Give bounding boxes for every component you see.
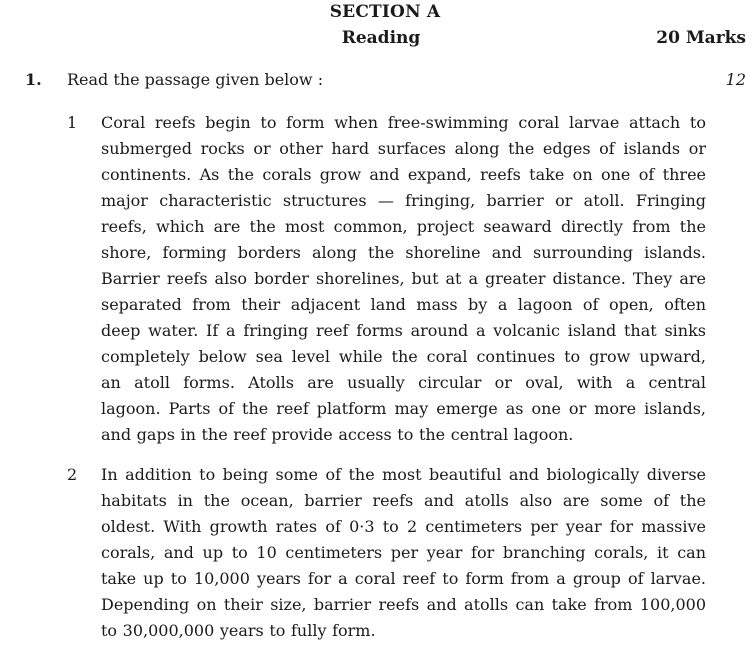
question-instruction: Read the passage given below : [67, 70, 324, 89]
paragraph-line: major characteristic structures — fringing, barrier or atoll. Fringing [101, 191, 706, 210]
paragraph-line: and gaps in the reef provide access to the central lagoon. [101, 425, 574, 444]
paragraph-line: lagoon. Parts of the reef platform may emerge as one or more islands, [101, 399, 706, 418]
paragraph-line: deep water. If a fringing reef forms around a volcanic island that sinks [101, 321, 706, 340]
paragraph-line: to 30,000,000 years to fully form. [101, 621, 376, 640]
paragraph-line: Coral reefs begin to form when free-swimming coral larvae attach to [101, 113, 706, 132]
paragraph-line: Barrier reefs also border shorelines, but at a greater distance. They are [101, 269, 706, 288]
paragraph-text [101, 110, 706, 448]
paragraph-line: continents. As the corals grow and expand, reefs take on one of three [101, 165, 706, 184]
paragraph-line: an atoll forms. Atolls are usually circular or oval, with a central [101, 373, 706, 392]
paragraph-line: habitats in the ocean, barrier reefs and atolls also are some of the [101, 491, 706, 510]
paragraph-line: shore, forming borders along the shoreline and surrounding islands. [101, 243, 706, 262]
paragraph-number: 1 [67, 113, 78, 132]
total-marks: 20 Marks [656, 28, 746, 48]
paragraph-line: submerged rocks or other hard surfaces along the edges of islands or [101, 139, 706, 158]
paragraph-line: take up to 10,000 years for a coral reef to form from a group of larvae. [101, 569, 706, 588]
question-number: 1. [25, 70, 42, 89]
paragraph-line: Depending on their size, barrier reefs and atolls can take from 100,000 [101, 595, 706, 614]
subject-heading: Reading [341, 28, 421, 48]
paragraph-number: 2 [67, 465, 78, 484]
paragraph-line: In addition to being some of the most beautiful and biologically diverse [101, 465, 706, 484]
paragraph-text [101, 462, 706, 644]
paragraph-line: oldest. With growth rates of 0·3 to 2 centimeters per year for massive [101, 517, 706, 536]
paragraph-line: separated from their adjacent land mass by a lagoon of open, often [101, 295, 706, 314]
paragraph-line: corals, and up to 10 centimeters per year for branching corals, it can [101, 543, 706, 562]
question-row [0, 70, 755, 94]
section-heading: SECTION A [329, 2, 441, 22]
subject-row [0, 28, 755, 52]
paragraph-line: reefs, which are the most common, project seaward directly from the [101, 217, 706, 236]
paragraph-line: completely below sea level while the coral continues to grow upward, [101, 347, 706, 366]
question-marks: 12 [725, 70, 746, 89]
